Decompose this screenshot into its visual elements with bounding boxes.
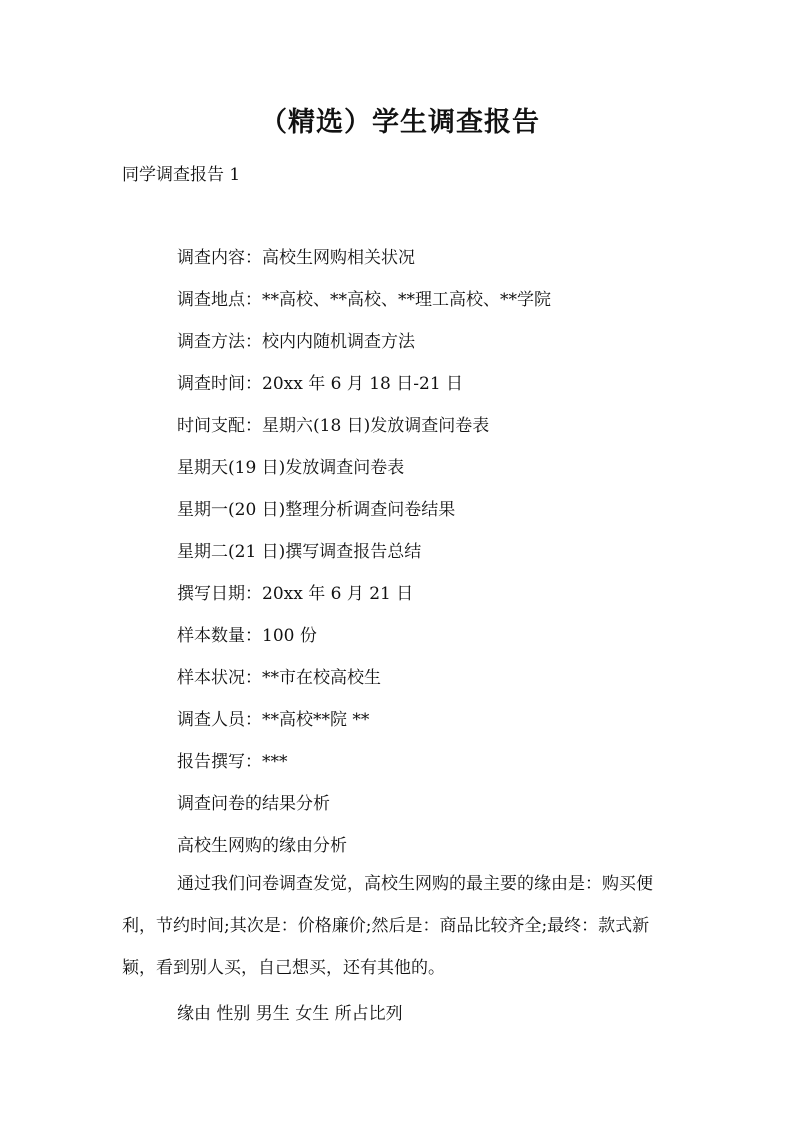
survey-location-line: 调查地点：**高校、**高校、**理工高校、**学院 <box>177 290 551 310</box>
schedule-line-sunday: 星期天(19 日)发放调查问卷表 <box>177 458 405 478</box>
schedule-line-saturday: 时间支配：星期六(18 日)发放调查问卷表 <box>177 416 490 436</box>
schedule-line-tuesday: 星期二(21 日)撰写调查报告总结 <box>177 542 422 562</box>
survey-method-line: 调查方法：校内内随机调查方法 <box>177 332 415 352</box>
sample-size-line: 样本数量：100 份 <box>177 626 317 646</box>
report-author-line: 报告撰写：*** <box>177 752 288 772</box>
survey-content-line: 调查内容：高校生网购相关状况 <box>177 248 415 268</box>
table-header-line: 缘由 性别 男生 女生 所占比列 <box>177 1004 403 1024</box>
reasons-paragraph: 通过我们问卷调查发觉，高校生网购的最主要的缘由是：购买便利，节约时间;其次是：价格廉价;然后是：商品比较齐全;最终：款式新颖，看到别人买，自己想买，还有其他的。 <box>122 874 653 978</box>
survey-time-line: 调查时间：20xx 年 6 月 18 日-21 日 <box>177 374 464 394</box>
investigators-line: 调查人员：**高校**院 ** <box>177 710 370 730</box>
page-title: （精选）学生调查报告 <box>260 107 540 138</box>
section-heading-reasons: 高校生网购的缘由分析 <box>177 836 347 856</box>
report-subtitle: 同学调查报告 1 <box>122 165 241 185</box>
section-heading-results: 调查问卷的结果分析 <box>177 794 330 814</box>
writing-date-line: 撰写日期：20xx 年 6 月 21 日 <box>177 584 414 604</box>
sample-status-line: 样本状况：**市在校高校生 <box>177 668 381 688</box>
schedule-line-monday: 星期一(20 日)整理分析调查问卷结果 <box>177 500 456 520</box>
